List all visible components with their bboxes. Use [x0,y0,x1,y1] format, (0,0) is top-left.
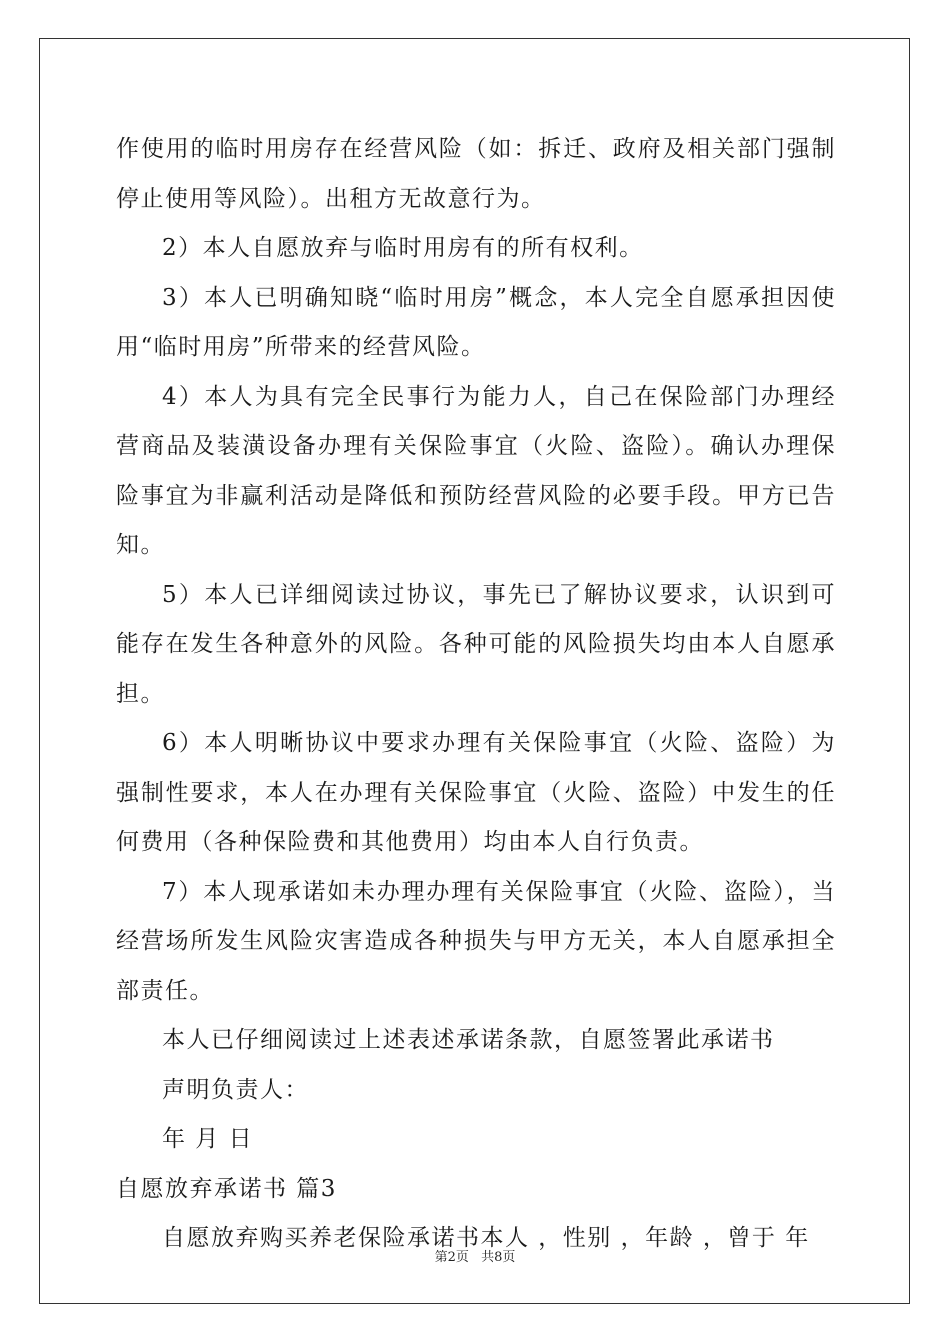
signer-label: 声明负责人： [162,1076,309,1103]
page-footer [0,1246,950,1265]
paragraph-item-4: 4）本人为具有完全民事行为能力人，自己在保险部门办理经营商品及装潢设备办理有关保险事宜（火险、盗险）。确认办理保险事宜为非赢利活动是降低和预防经营风险的必要手段。甲方已告知。 [116,383,836,558]
confirmation-statement: 本人已仔细阅读过上述表述承诺条款，自愿签署此承诺书 [162,1027,775,1053]
paragraph-item-3: 3）本人已明确知晓“临时用房”概念，本人完全自愿承担因使用“临时用房”所带来的经营风险。 [116,284,836,360]
date-line: 年 月 日 [162,1126,254,1152]
paragraph-item-5: 5）本人已详细阅读过协议，事先已了解协议要求，认识到可能存在发生各种意外的风险。各种可能的风险损失均由本人自愿承担。 [116,581,836,707]
total-page-count: 共8页 [481,1250,516,1265]
current-page-number: 第2页 [434,1250,469,1265]
document-body [116,125,836,1264]
paragraph-continuation: 作使用的临时用房存在经营风险（如：拆迁、政府及相关部门强制停止使用等风险）。出租方无故意行为。 [116,136,836,212]
paragraph-item-2: 2）本人自愿放弃与临时用房有的所有权利。 [162,235,644,261]
section-title: 自愿放弃承诺书 篇3 [116,1175,337,1202]
paragraph-item-6: 6）本人明晰协议中要求办理有关保险事宜（火险、盗险）为强制性要求，本人在办理有关保险事宜（火险、盗险）中发生的任何费用（各种保险费和其他费用）均由本人自行负责。 [116,730,836,855]
section-intro: 自愿放弃购买养老保险承诺书本人 ，性别 ，年龄 ，曾于 年 [162,1225,810,1251]
paragraph-item-7: 7）本人现承诺如未办理办理有关保险事宜（火险、盗险），当经营场所发生风险灾害造成各种损失与甲方无关，本人自愿承担全部责任。 [116,878,836,1004]
